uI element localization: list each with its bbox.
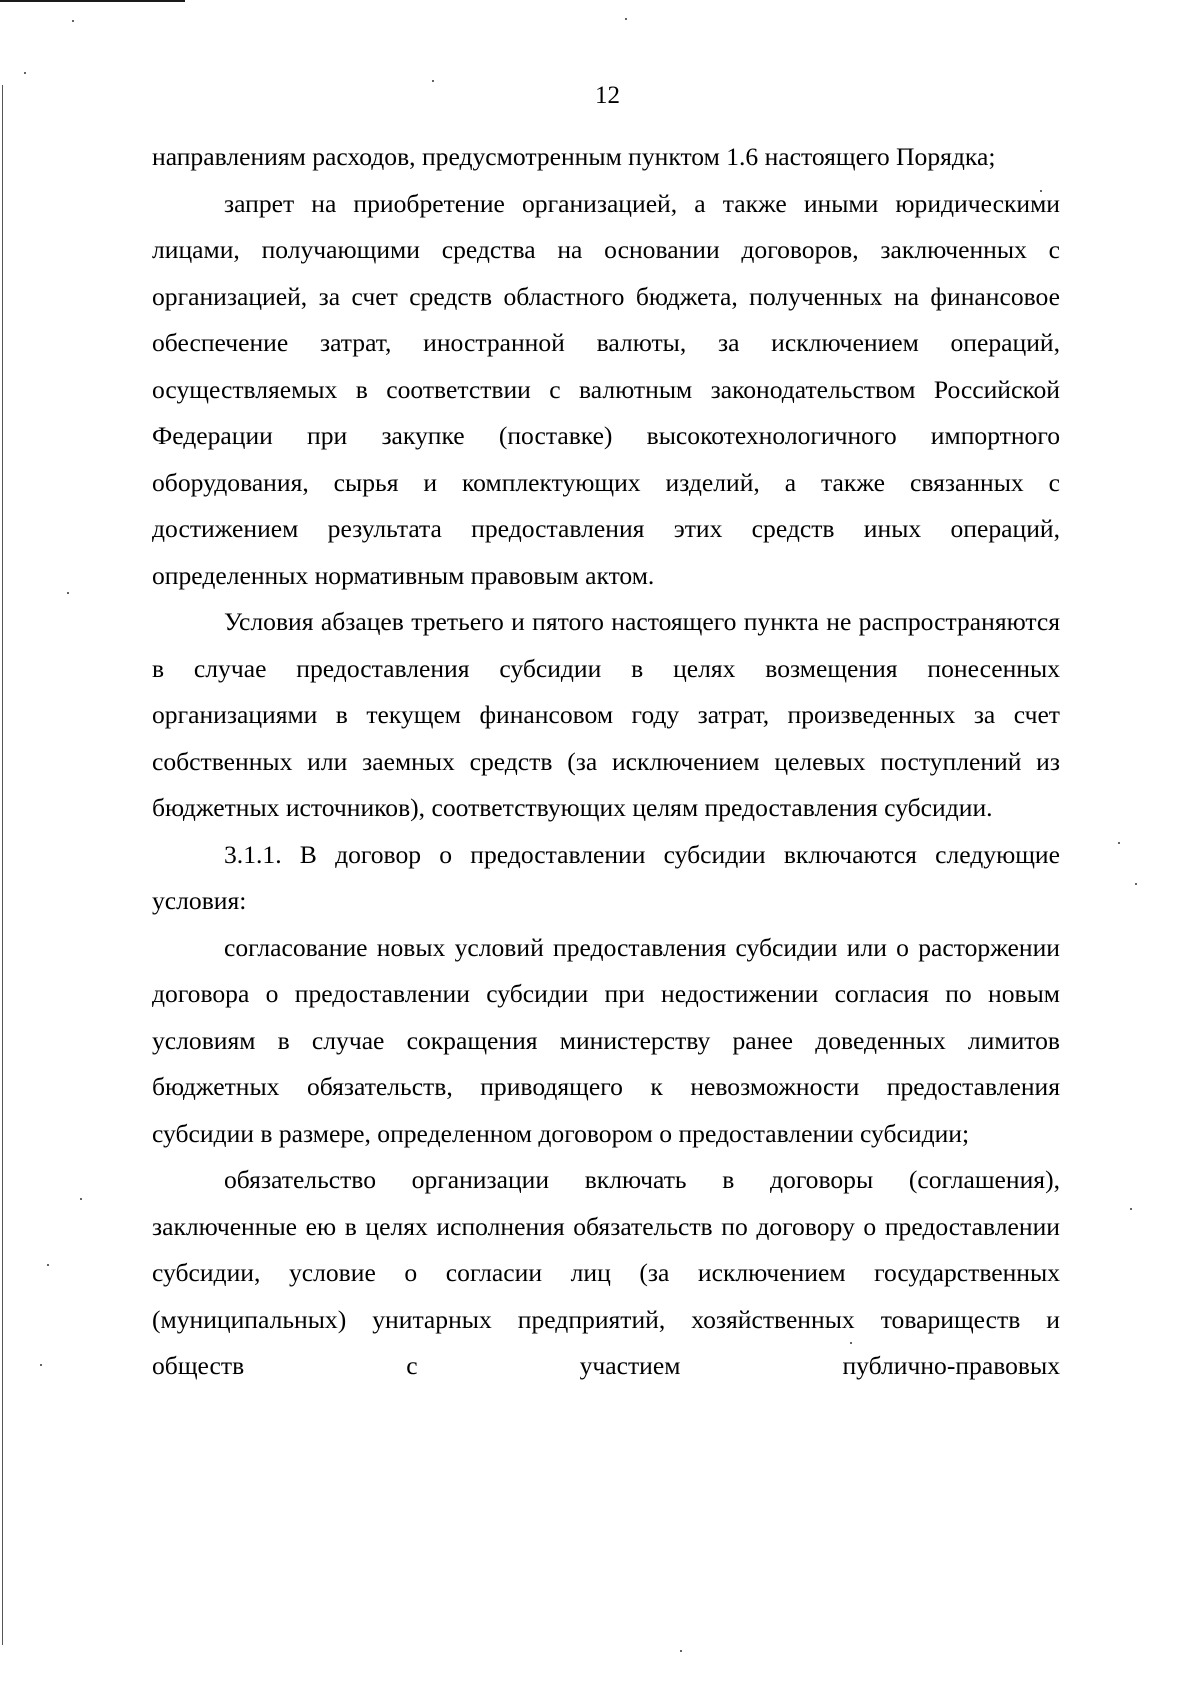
scan-speck [625,18,627,20]
scan-speck [80,1198,82,1200]
scan-speck [72,20,74,22]
scan-edge-top [0,0,185,2]
document-body [152,134,1060,1390]
scan-speck [1118,842,1120,844]
scan-speck [24,72,26,74]
paragraph-currency-ban: запрет на приобретение организацией, а также иными юридическими лицами, получающими средства на основании договоров, заключенных с организацией, за счет средств областного бюджета, полученных на финансовое обеспечение затрат, иностранной валюты, за исключением операций, осуществляемых в соответствии с валютным законодательством Российской Федерации при закупке (поставке) высокотехнологичного импортного оборудования, сырья и комплектующих изделий, а также связанных с достижением результата предоставления этих средств иных операций, определенных нормативным правовым актом. [152,188,1060,590]
paragraph-clause-3-1-1: 3.1.1. В договор о предоставлении субсидии включаются следующие условия: [152,839,1060,915]
scan-edge-left [2,85,3,1645]
scan-speck [1135,883,1137,885]
paragraph-organization-obligation: обязательство организации включать в договоры (соглашения), заключенные ею в целях исполнения обязательств по договору о предоставлении субсидии, условие о согласии лиц (за исключением государственных (муниципальных) унитарных предприятий, хозяйственных товариществ и обществ с участием публично-правовых [152,1165,1060,1380]
paragraph-new-conditions: согласование новых условий предоставления субсидии или о расторжении договора о предоставлении субсидии при недостижении согласия по новым условиям в случае сокращения министерству ранее доведенных лимитов бюджетных обязательств, приводящего к невозможности предоставления субсидии в размере, определенном договором о предоставлении субсидии; [152,932,1060,1148]
paragraph-continuation: направлениям расходов, предусмотренным пунктом 1.6 настоящего Порядка; [152,142,996,171]
scan-speck [67,592,69,594]
scan-speck [680,1650,682,1652]
paragraph-conditions-exemption: Условия абзацев третьего и пятого настоящего пункта не распространяются в случае предоставления субсидии в целях возмещения понесенных организациями в текущем финансовом году затрат, произведенных за счет собственных или заемных средств (за исключением целевых поступлений из бюджетных источников), соответствующих целям предоставления субсидии. [152,607,1060,822]
scan-speck [40,1364,42,1366]
scan-speck [47,1264,49,1266]
scan-speck [1130,1208,1132,1210]
page-number: 12 [595,82,620,109]
